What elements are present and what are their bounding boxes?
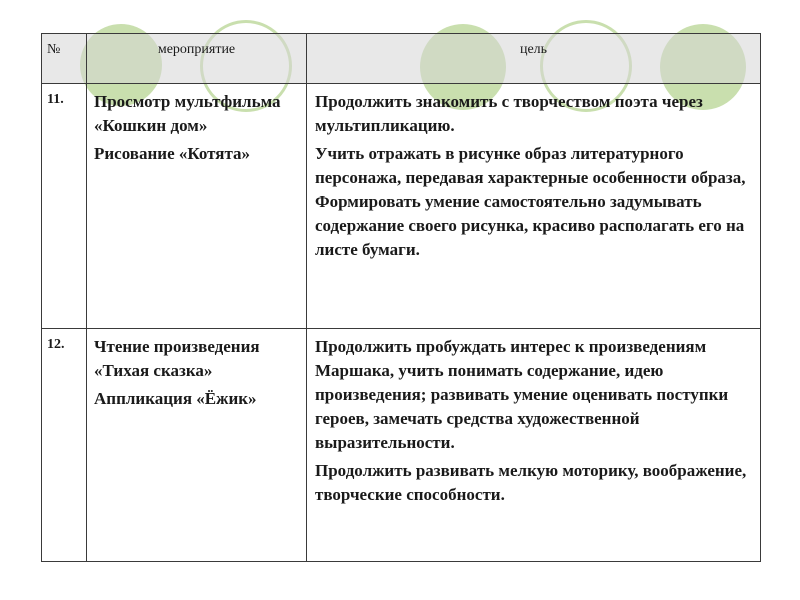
table-header-row (42, 34, 761, 84)
header-goal: цель (307, 34, 761, 84)
event-text: Аппликация «Ёжик» (94, 389, 257, 408)
row-number: 12. (42, 329, 87, 562)
table-row (42, 84, 761, 329)
plan-table (41, 33, 761, 562)
table-row (42, 329, 761, 562)
header-number: № (42, 34, 87, 84)
row-number: 11. (42, 84, 87, 329)
goal-text: Продолжить развивать мелкую моторику, воображение, творческие способности. (315, 461, 747, 504)
goal-text: Продолжить пробуждать интерес к произведениям Маршака, учить понимать содержание, идею произведения; развивать умение оценивать поступки героев, замечать средства художественной выразительности. (315, 337, 729, 452)
event-text: Просмотр мультфильма «Кошкин дом» (94, 92, 281, 135)
row-event (87, 329, 307, 562)
row-goal (307, 84, 761, 329)
goal-text: Учить отражать в рисунке образ литературного персонажа, передавая характерные особенности образа, Формировать умение самостоятельно задумывать содержание своего рисунка, красиво располагать его на листе бумаги. (315, 144, 746, 259)
row-event (87, 84, 307, 329)
goal-text: Продолжить знакомить с творчеством поэта через мультипликацию. (315, 92, 703, 135)
row-goal (307, 329, 761, 562)
header-event: мероприятие (87, 34, 307, 84)
event-text: Рисование «Котята» (94, 144, 251, 163)
event-text: Чтение произведения «Тихая сказка» (94, 337, 260, 380)
